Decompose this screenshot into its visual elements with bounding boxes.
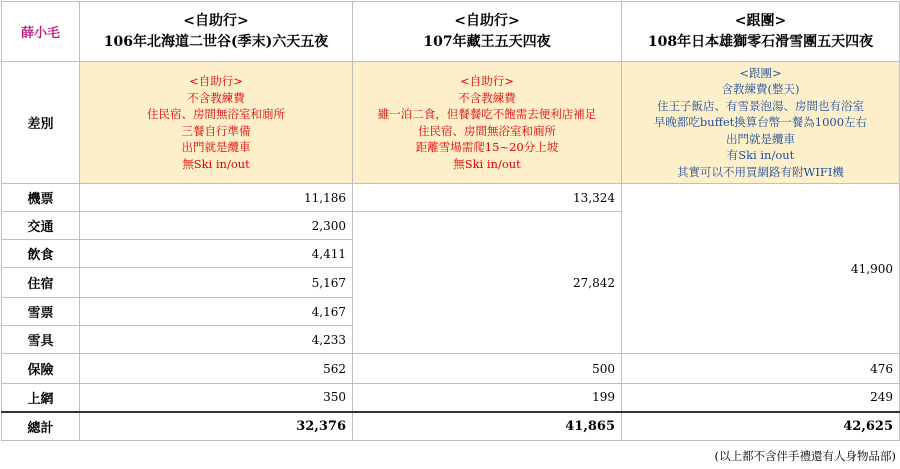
- difference-line: 雖一泊二食，但餐餐吃不飽需去便利店補足: [377, 107, 597, 121]
- value-cell: 562: [80, 354, 353, 384]
- difference-line: 不含教練費: [458, 90, 516, 105]
- value-cell: 4,411: [80, 240, 353, 268]
- cost-comparison-table: [1, 1, 900, 441]
- column-tag: <自助行>: [183, 12, 249, 29]
- difference-line: 含教練費(整天): [721, 82, 800, 97]
- value-cell: 2,300: [80, 212, 353, 240]
- difference-line: <自助行>: [189, 74, 243, 88]
- column-header-3: [622, 2, 900, 62]
- total-row: [2, 412, 900, 441]
- row-label: 雪票: [2, 298, 80, 326]
- author-name: 薛小毛: [2, 2, 80, 62]
- difference-line: 出門就是纜車: [726, 131, 795, 146]
- differences-label: 差別: [2, 62, 80, 184]
- row-label: 機票: [2, 184, 80, 212]
- total-cell: 32,376: [80, 412, 353, 441]
- difference-line: 無Ski in/out: [453, 156, 521, 171]
- merged-value-cell: 41,900: [622, 184, 900, 354]
- header-row: [2, 2, 900, 62]
- row-label: 保險: [2, 354, 80, 384]
- column-tag: <跟團>: [734, 12, 787, 29]
- footnote: (以上都不含伴手禮還有人身物品部): [714, 449, 896, 463]
- difference-line: 不含教練費: [187, 90, 245, 105]
- difference-line: 無Ski in/out: [182, 156, 250, 171]
- value-cell: 4,167: [80, 298, 353, 326]
- value-cell: 13,324: [353, 184, 622, 212]
- column-title: 106年北海道二世谷(季末)六天五夜: [103, 33, 329, 50]
- total-cell: 42,625: [622, 412, 900, 441]
- difference-line: 住王子飯店、有雪景泡湯、房間也有浴室: [657, 98, 864, 113]
- difference-line: <自助行>: [460, 74, 514, 88]
- value-cell: 500: [353, 354, 622, 384]
- table-row: [2, 384, 900, 412]
- total-cell: 41,865: [353, 412, 622, 441]
- difference-line: 距離雪場需爬15~20分上坡: [415, 140, 559, 154]
- row-label: 交通: [2, 212, 80, 240]
- value-cell: 4,233: [80, 326, 353, 354]
- difference-line: 出門就是纜車: [181, 140, 251, 154]
- value-cell: 11,186: [80, 184, 353, 212]
- merged-value-cell: 27,842: [353, 212, 622, 354]
- row-label: 住宿: [2, 268, 80, 298]
- differences-cell-1: [80, 62, 353, 184]
- difference-line: <跟團>: [739, 65, 782, 80]
- row-label: 雪具: [2, 326, 80, 354]
- difference-line: 有Ski in/out: [726, 148, 795, 163]
- column-title: 107年藏王五天四夜: [423, 33, 551, 50]
- column-header-2: [353, 2, 622, 62]
- value-cell: 350: [80, 384, 353, 412]
- row-label: 飲食: [2, 240, 80, 268]
- differences-cell-2: [353, 62, 622, 184]
- column-tag: <自助行>: [454, 12, 520, 29]
- value-cell: 476: [622, 354, 900, 384]
- row-label: 上網: [2, 384, 80, 412]
- column-header-1: [80, 2, 353, 62]
- difference-line: 其實可以不用買網路有附WIFI機: [677, 164, 844, 179]
- differences-row: [2, 62, 900, 184]
- table-row: [2, 354, 900, 384]
- value-cell: 5,167: [80, 268, 353, 298]
- difference-line: 三餐自行準備: [181, 123, 251, 138]
- differences-cell-3: [622, 62, 900, 184]
- value-cell: 249: [622, 384, 900, 412]
- value-cell: 199: [353, 384, 622, 412]
- table-row: [2, 184, 900, 212]
- difference-line: 住民宿、房間無浴室和廁所: [147, 107, 285, 121]
- row-label: 總計: [2, 412, 80, 441]
- difference-line: 住民宿、房間無浴室和廁所: [418, 123, 556, 138]
- column-title: 108年日本雄獅零石滑雪團五天四夜: [647, 33, 874, 50]
- difference-line: 早晚都吃buffet換算台幣一餐為1000左右: [653, 115, 868, 130]
